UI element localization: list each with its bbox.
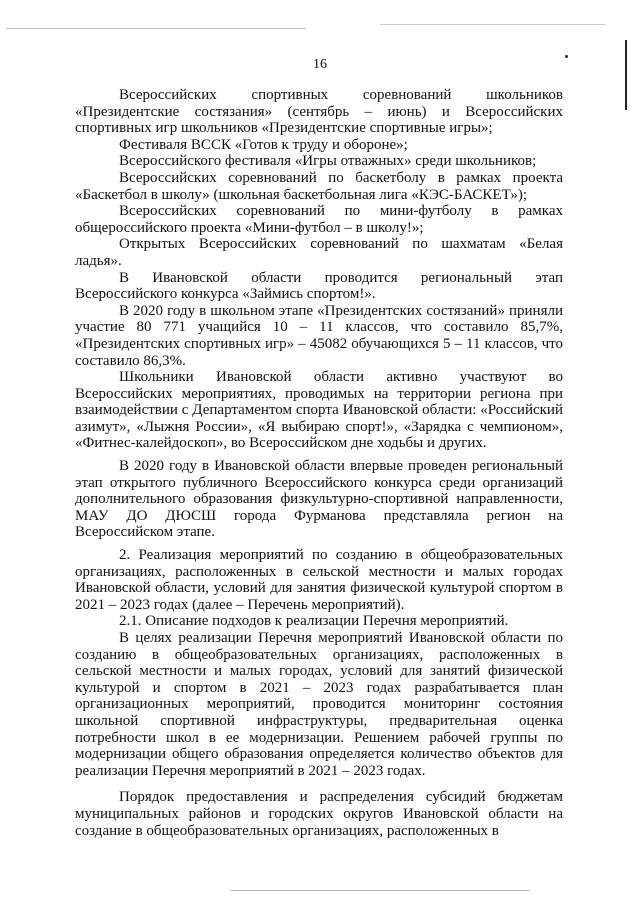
- scan-artifact-line: [380, 24, 605, 25]
- scan-artifact-line: [6, 28, 306, 29]
- paragraph-presidential-competitions: Всероссийских спортивных соревнований школьников «Президентские состязания» (сентябрь – июнь) и Всероссийских спортивных игр школьников «Президентские спортивные игры»;: [75, 87, 563, 137]
- paragraph-basketball: Всероссийских соревнований по баскетболу в рамках проекта «Баскетбол в школу» (школьная баскетбольная лига «КЭС-БАСКЕТ»);: [75, 169, 563, 203]
- paragraph-chess: Открытых Всероссийских соревнований по шахматам «Белая ладья».: [75, 236, 563, 269]
- page-number: 16: [313, 57, 327, 72]
- body-text: [75, 87, 563, 839]
- paragraph-section-2-heading: 2. Реализация мероприятий по созданию в общеобразовательных организациях, расположенных в сельской местности и малых городах Ивановской области, условий для занятия физической культурой спортом в 2021 – 2023 годах (далее – Перечень мероприятий).: [75, 547, 563, 613]
- paragraph-gto-festival: Фестиваля ВССК «Готов к труду и обороне»;: [119, 136, 408, 153]
- scan-artifact-line: [230, 890, 530, 891]
- scan-artifact-edge: [625, 40, 627, 110]
- paragraph-section-2-1-heading: 2.1. Описание подходов к реализации Перечня мероприятий.: [119, 613, 509, 630]
- paragraph-subsidy-procedure: Порядок предоставления и распределения субсидий бюджетам муниципальных районов и городских округов Ивановской области на создание в общеобразовательных организациях, расположенных в: [75, 789, 563, 839]
- paragraph-implementation-plan: В целях реализации Перечня мероприятий Ивановской области по созданию в общеобразовательных организациях, расположенных в сельской местности и малых городах, условий для занятий физической культурой и спортом в 2021 – 2023 годах разрабатывается план организационных мероприятий, проводится мониторинг состояния школьной спортивной инфраструктуры, предварительная оценка потребности школ в ее модернизации. Решением рабочей группы по модернизации общего образования определяется количество объектов для реализации Перечня мероприятий в 2021 – 2023 годах.: [75, 630, 563, 779]
- paragraph-students-events: Школьники Ивановской области активно участвуют во Всероссийских мероприятиях, проводимых на территории региона при взаимодействии с Департаментом спорта Ивановской области: «Российский азимут», «Лыжня России», «Я выбираю спорт!», «Зарядка с чемпионом», «Фитнес-калейдоскоп», во Всероссийском дне ходьбы и других.: [75, 369, 563, 452]
- paragraph-dyussh-contest: В 2020 году в Ивановской области впервые проведен региональный этап открытого публичного Всероссийского конкурса среди организаций дополнительного образования физкультурно-спортивной направленности, МАУ ДО ДЮСШ города Фурманова представляла регион на Всероссийском этапе.: [75, 458, 563, 541]
- paragraph-brave-games: Всероссийского фестиваля «Игры отважных» среди школьников;: [119, 153, 537, 170]
- paragraph-regional-contest: В Ивановской области проводится региональный этап Всероссийского конкурса «Займись спортом!».: [75, 269, 563, 303]
- paragraph-mini-football: Всероссийских соревнований по мини-футболу в рамках общероссийского проекта «Мини-футбол – в школу!»;: [75, 203, 563, 236]
- paragraph-participation-2020: В 2020 году в школьном этапе «Президентских состязаний» приняли участие 80 771 учащийся 10 – 11 классов, что составило 85,7%, «Президентских спортивных игр» – 45082 обучающихся 5 – 11 классов, что составило 86,3%.: [75, 302, 563, 369]
